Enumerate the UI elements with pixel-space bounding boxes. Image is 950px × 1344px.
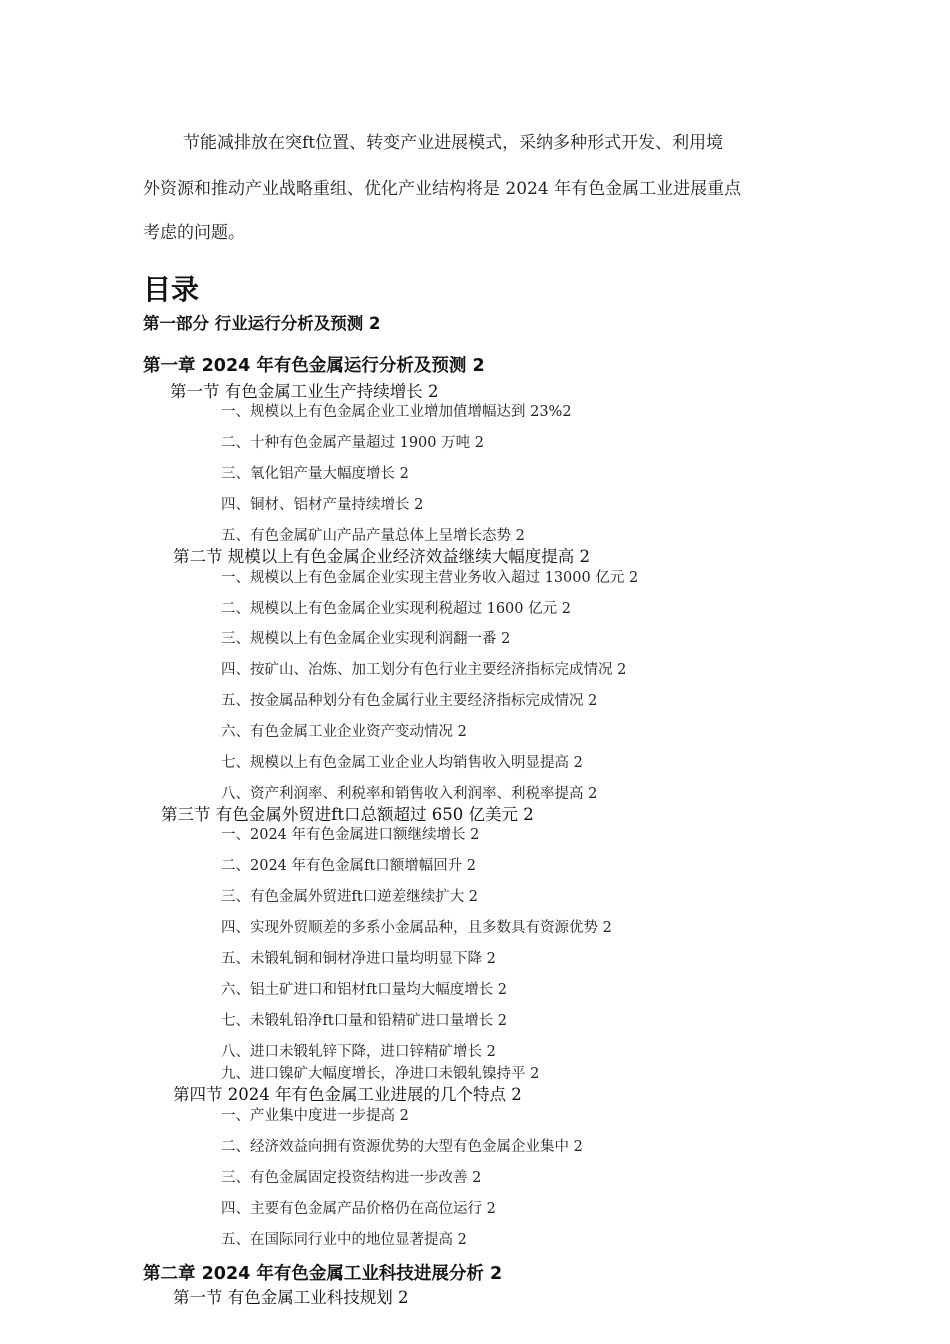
toc-section[interactable]: 第四节 2024 年有色金属工业进展的几个特点 2: [173, 1085, 522, 1104]
toc-item[interactable]: 六、铝土矿进口和铝材ft口量均大幅度增长 2: [221, 982, 508, 998]
toc-item[interactable]: 九、进口镍矿大幅度增长，净进口未锻轧镍持平 2: [221, 1066, 540, 1082]
toc-item[interactable]: 三、规模以上有色金属企业实现利润翻一番 2: [221, 631, 511, 647]
toc-item[interactable]: 一、产业集中度进一步提高 2: [221, 1108, 409, 1124]
toc-item[interactable]: 七、规模以上有色金属工业企业人均销售收入明显提高 2: [221, 755, 583, 771]
toc-section[interactable]: 第三节 有色金属外贸进ft口总额超过 650 亿美元 2: [161, 805, 534, 824]
toc-item[interactable]: 二、十种有色金属产量超过 1900 万吨 2: [221, 435, 484, 451]
toc-item[interactable]: 四、实现外贸顺差的多系小金属品种，且多数具有资源优势 2: [221, 920, 612, 936]
intro-line: 外资源和推动产业战略重组、优化产业结构将是 2024 年有色金属工业进展重点: [143, 179, 742, 199]
toc-item[interactable]: 一、2024 年有色金属进口额继续增长 2: [221, 827, 480, 843]
toc-item[interactable]: 四、铜材、铝材产量持续增长 2: [221, 497, 424, 513]
toc-item[interactable]: 五、有色金属矿山产品产量总体上呈增长态势 2: [221, 528, 525, 544]
toc-heading: 目录: [143, 273, 200, 306]
toc-item[interactable]: 四、按矿山、冶炼、加工划分有色行业主要经济指标完成情况 2: [221, 662, 627, 678]
toc-item[interactable]: 四、主要有色金属产品价格仍在高位运行 2: [221, 1201, 496, 1217]
toc-item[interactable]: 一、规模以上有色金属企业实现主营业务收入超过 13000 亿元 2: [221, 570, 639, 586]
toc-item[interactable]: 二、规模以上有色金属企业实现利税超过 1600 亿元 2: [221, 601, 571, 617]
toc-item[interactable]: 八、资产利润率、利税率和销售收入利润率、利税率提高 2: [221, 786, 598, 802]
toc-item[interactable]: 三、有色金属固定投资结构进一步改善 2: [221, 1170, 482, 1186]
toc-item[interactable]: 五、按金属品种划分有色金属行业主要经济指标完成情况 2: [221, 693, 598, 709]
toc-item[interactable]: 六、有色金属工业企业资产变动情况 2: [221, 724, 467, 740]
toc-item[interactable]: 二、经济效益向拥有资源优势的大型有色金属企业集中 2: [221, 1139, 583, 1155]
toc-item[interactable]: 三、有色金属外贸进ft口逆差继续扩大 2: [221, 889, 479, 905]
toc-section[interactable]: 第一节 有色金属工业生产持续增长 2: [170, 382, 439, 401]
toc-section[interactable]: 第一节 有色金属工业科技规划 2: [173, 1288, 409, 1307]
toc-item[interactable]: 五、在国际同行业中的地位显著提高 2: [221, 1232, 467, 1248]
toc-section[interactable]: 第二节 规模以上有色金属企业经济效益继续大幅度提高 2: [173, 547, 590, 566]
toc-item[interactable]: 三、氧化铝产量大幅度增长 2: [221, 466, 409, 482]
toc-chapter-1[interactable]: 第一章 2024 年有色金属运行分析及预测 2: [143, 356, 485, 376]
toc-item[interactable]: 七、未锻轧铅净ft口量和铅精矿进口量增长 2: [221, 1013, 508, 1029]
toc-item[interactable]: 八、进口未锻轧锌下降，进口锌精矿增长 2: [221, 1044, 496, 1060]
toc-item[interactable]: 一、规模以上有色金属企业工业增加值增幅达到 23%2: [221, 404, 572, 420]
intro-line: 节能减排放在突ft位置、转变产业进展模式，采纳多种形式开发、利用境: [183, 133, 724, 153]
toc-chapter-2[interactable]: 第二章 2024 年有色金属工业科技进展分析 2: [143, 1264, 503, 1284]
toc-item[interactable]: 二、2024 年有色金属ft口额增幅回升 2: [221, 858, 477, 874]
toc-item[interactable]: 五、未锻轧铜和铜材净进口量均明显下降 2: [221, 951, 496, 967]
toc-part-1[interactable]: 第一部分 行业运行分析及预测 2: [143, 314, 381, 333]
intro-line: 考虑的问题。: [143, 223, 245, 243]
